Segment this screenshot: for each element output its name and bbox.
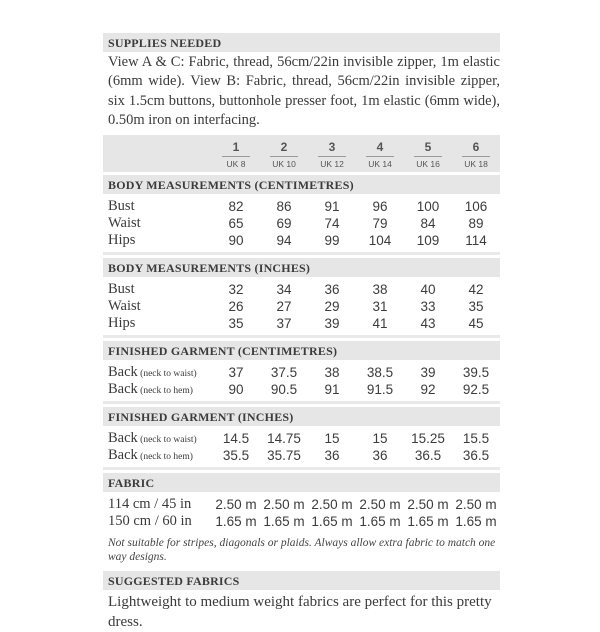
divider xyxy=(270,156,298,157)
table-cell: 2.50 m xyxy=(311,497,353,513)
size-column xyxy=(212,135,260,172)
table-cell: 106 xyxy=(464,199,488,215)
section-body-in xyxy=(103,258,500,335)
section-fabric xyxy=(103,473,500,568)
table-cell: 35.5 xyxy=(222,448,250,464)
table-cell: 15 xyxy=(372,431,388,447)
table-cell: 89 xyxy=(468,216,484,232)
table-cell: 15 xyxy=(324,431,340,447)
section-body-cm xyxy=(103,175,500,252)
table-cell: 90 xyxy=(228,382,244,398)
size-number: 1 xyxy=(232,140,240,155)
table-cell: 100 xyxy=(416,199,440,215)
garment-in-header: FINISHED GARMENT (INCHES) xyxy=(103,407,500,426)
suggested-text: Lightweight to medium weight fabrics are perfect for this pretty dress. xyxy=(108,594,492,631)
row-label-note: (neck to waist) xyxy=(137,435,197,446)
uk-size: UK 12 xyxy=(320,159,344,170)
table-cell: 39.5 xyxy=(462,365,490,381)
uk-size: UK 14 xyxy=(368,159,392,170)
size-column xyxy=(452,135,500,172)
table-cell: 37 xyxy=(276,316,292,332)
table-row xyxy=(103,281,500,298)
row-label xyxy=(103,281,212,298)
divider xyxy=(103,335,500,338)
table-row xyxy=(103,298,500,315)
supplies-text: View A & C: Fabric, thread, 56cm/22in invisible zipper, 1m elastic (6mm wide). View B: Fabric, thread, 56cm/22in invisible zipper, six 1.5cm buttons, buttonhole presser foot, 1m elastic (6mm wide), 0.50m iron on interfacing. xyxy=(108,54,500,128)
table-cell: 38.5 xyxy=(366,365,394,381)
table-cell: 36 xyxy=(324,448,340,464)
table-cell: 104 xyxy=(368,233,392,249)
row-label xyxy=(103,198,212,215)
table-cell: 1.65 m xyxy=(455,514,497,530)
row-label xyxy=(103,298,212,315)
table-row xyxy=(103,513,500,530)
table-cell: 79 xyxy=(372,216,388,232)
table-cell: 92.5 xyxy=(462,382,490,398)
table-cell: 74 xyxy=(324,216,340,232)
row-label-text: 114 cm / 45 in xyxy=(108,496,192,513)
section-garment-in xyxy=(103,407,500,467)
row-label xyxy=(103,381,212,398)
row-label xyxy=(103,215,212,232)
divider xyxy=(103,252,500,255)
table-cell: 35.75 xyxy=(267,448,301,464)
table-cell: 84 xyxy=(420,216,436,232)
table-cell: 26 xyxy=(228,299,244,315)
table-cell: 39 xyxy=(324,316,340,332)
section-garment-cm xyxy=(103,341,500,401)
table-cell: 90 xyxy=(228,233,244,249)
table-row xyxy=(103,496,500,513)
size-column xyxy=(260,135,308,172)
row-label-text: Back xyxy=(108,430,138,447)
table-cell: 1.65 m xyxy=(311,514,353,530)
row-label xyxy=(103,364,212,381)
row-label-text: Bust xyxy=(108,281,135,298)
row-label xyxy=(103,232,212,249)
table-cell: 2.50 m xyxy=(263,497,305,513)
table-row xyxy=(103,232,500,249)
section-suggested xyxy=(103,571,500,632)
size-number: 2 xyxy=(280,140,288,155)
table-cell: 1.65 m xyxy=(215,514,257,530)
row-label-text: Back xyxy=(108,381,138,398)
table-cell: 14.75 xyxy=(267,431,301,447)
table-cell: 31 xyxy=(372,299,388,315)
table-cell: 38 xyxy=(324,365,340,381)
garment-cm-header: FINISHED GARMENT (CENTIMETRES) xyxy=(103,341,500,360)
table-cell: 91.5 xyxy=(366,382,394,398)
table-cell: 45 xyxy=(468,316,484,332)
size-number: 5 xyxy=(424,140,432,155)
fabric-note: Not suitable for stripes, diagonals or plaids. Always allow extra fabric to match one way designs. xyxy=(108,537,496,564)
row-label-text: Back xyxy=(108,364,138,381)
table-row xyxy=(103,381,500,398)
row-label-text: Hips xyxy=(108,232,136,249)
table-cell: 37.5 xyxy=(270,365,298,381)
row-label-text: Hips xyxy=(108,315,136,332)
table-cell: 92 xyxy=(420,382,436,398)
uk-size: UK 18 xyxy=(464,159,488,170)
table-cell: 94 xyxy=(276,233,292,249)
uk-size: UK 10 xyxy=(272,159,296,170)
suggested-header: SUGGESTED FABRICS xyxy=(103,571,500,590)
table-cell: 91 xyxy=(324,382,340,398)
table-row xyxy=(103,364,500,381)
table-row xyxy=(103,198,500,215)
row-label-text: Waist xyxy=(108,215,141,232)
table-cell: 40 xyxy=(420,282,436,298)
size-column xyxy=(356,135,404,172)
size-number: 6 xyxy=(472,140,480,155)
row-label-text: Back xyxy=(108,447,138,464)
body-cm-header: BODY MEASUREMENTS (CENTIMETRES) xyxy=(103,175,500,194)
table-cell: 32 xyxy=(228,282,244,298)
table-cell: 114 xyxy=(465,233,487,249)
table-cell: 37 xyxy=(228,365,244,381)
table-cell: 14.5 xyxy=(222,431,250,447)
table-cell: 43 xyxy=(420,316,436,332)
table-cell: 96 xyxy=(372,199,388,215)
table-cell: 2.50 m xyxy=(215,497,257,513)
table-cell: 35 xyxy=(468,299,484,315)
divider xyxy=(366,156,394,157)
row-label xyxy=(103,430,212,447)
body-in-header: BODY MEASUREMENTS (INCHES) xyxy=(103,258,500,277)
table-cell: 1.65 m xyxy=(359,514,401,530)
pattern-info-sheet xyxy=(103,33,500,632)
table-cell: 29 xyxy=(324,299,340,315)
table-cell: 27 xyxy=(276,299,292,315)
row-label xyxy=(103,315,212,332)
table-row xyxy=(103,215,500,232)
table-cell: 42 xyxy=(468,282,484,298)
row-label-note: (neck to waist) xyxy=(137,369,197,380)
fabric-header: FABRIC xyxy=(103,473,500,492)
size-header xyxy=(103,135,500,172)
row-label-text: Bust xyxy=(108,198,135,215)
divider xyxy=(318,156,346,157)
row-label-note: (neck to hem) xyxy=(137,452,193,463)
size-number: 4 xyxy=(376,140,384,155)
table-cell: 38 xyxy=(372,282,388,298)
table-cell: 2.50 m xyxy=(407,497,449,513)
row-label xyxy=(103,496,212,513)
size-column xyxy=(404,135,452,172)
row-label-note: (neck to hem) xyxy=(137,386,193,397)
table-row xyxy=(103,315,500,332)
table-cell: 69 xyxy=(276,216,292,232)
row-label-text: Waist xyxy=(108,298,141,315)
table-cell: 99 xyxy=(324,233,340,249)
divider xyxy=(103,401,500,404)
table-cell: 2.50 m xyxy=(359,497,401,513)
table-cell: 35 xyxy=(228,316,244,332)
row-label xyxy=(103,513,212,530)
table-cell: 36 xyxy=(324,282,340,298)
divider xyxy=(414,156,442,157)
table-cell: 15.5 xyxy=(462,431,490,447)
size-column xyxy=(308,135,356,172)
table-cell: 39 xyxy=(420,365,436,381)
divider xyxy=(103,467,500,470)
row-label xyxy=(103,447,212,464)
table-cell: 82 xyxy=(228,199,244,215)
uk-size: UK 16 xyxy=(416,159,440,170)
table-cell: 34 xyxy=(276,282,292,298)
supplies-header: SUPPLIES NEEDED xyxy=(103,33,500,52)
table-cell: 41 xyxy=(372,316,388,332)
table-cell: 1.65 m xyxy=(407,514,449,530)
table-cell: 65 xyxy=(228,216,244,232)
divider xyxy=(462,156,490,157)
table-cell: 36.5 xyxy=(462,448,490,464)
table-cell: 36 xyxy=(372,448,388,464)
row-label-text: 150 cm / 60 in xyxy=(108,513,192,530)
table-cell: 109 xyxy=(416,233,440,249)
table-row xyxy=(103,447,500,464)
table-row xyxy=(103,430,500,447)
divider xyxy=(222,156,250,157)
size-number: 3 xyxy=(328,140,336,155)
table-cell: 36.5 xyxy=(414,448,442,464)
uk-size: UK 8 xyxy=(226,159,246,170)
table-cell: 15.25 xyxy=(411,431,445,447)
table-cell: 2.50 m xyxy=(455,497,497,513)
table-cell: 90.5 xyxy=(270,382,298,398)
table-cell: 33 xyxy=(420,299,436,315)
table-cell: 86 xyxy=(276,199,292,215)
table-cell: 91 xyxy=(324,199,340,215)
table-cell: 1.65 m xyxy=(263,514,305,530)
